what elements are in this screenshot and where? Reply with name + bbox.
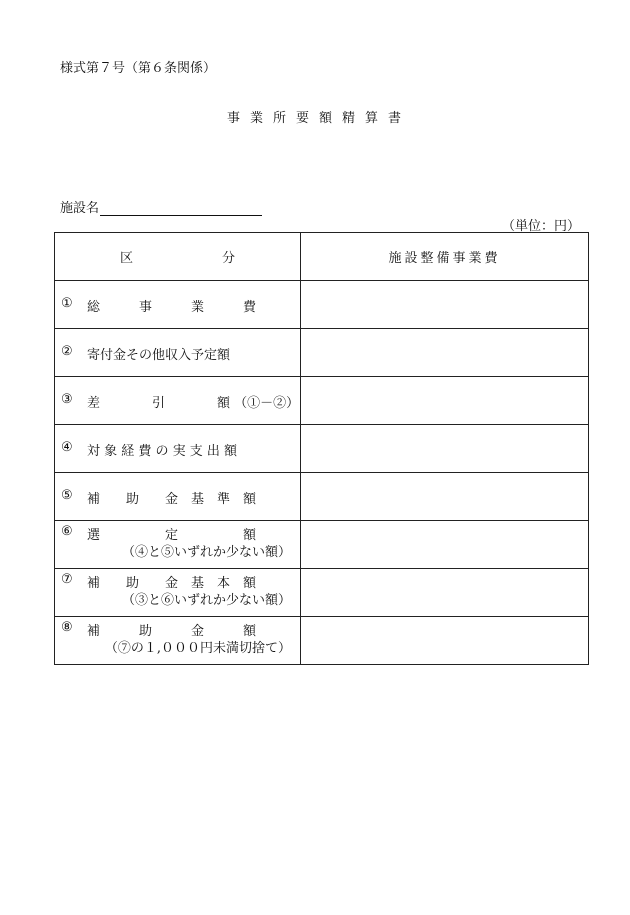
row-number: ④ xyxy=(61,440,73,455)
row-item xyxy=(55,473,300,520)
row-item xyxy=(55,425,300,472)
row-amount-cell[interactable] xyxy=(301,569,589,617)
row-label: 補 助 金 額 xyxy=(87,624,257,639)
table-row xyxy=(55,521,589,569)
table-row xyxy=(55,473,589,521)
row-category-cell xyxy=(55,329,301,377)
row-label: 補 助 金 基 準 額 xyxy=(87,492,257,507)
row-category-cell xyxy=(55,281,301,329)
row-label: 対 象 経 費 の 実 支 出 額 xyxy=(87,444,238,459)
row-number: ① xyxy=(61,296,73,311)
row-item xyxy=(55,377,300,424)
row-label: 総 事 業 費 xyxy=(87,300,257,315)
form-number: 様式第７号（第６条関係） xyxy=(60,61,217,76)
row-label: 選 定 額 xyxy=(87,528,257,543)
row-item xyxy=(55,521,300,568)
header-cost: 施設整備事業費 xyxy=(388,251,501,266)
row-amount-cell[interactable] xyxy=(301,377,589,425)
table-body xyxy=(55,281,589,665)
header-cost-cell xyxy=(301,233,589,281)
row-item xyxy=(55,329,300,376)
row-number: ⑤ xyxy=(61,488,73,503)
document-title: 事業所要額精算書 xyxy=(226,111,411,126)
row-amount-cell[interactable] xyxy=(301,425,589,473)
header-category: 区 分 xyxy=(119,251,273,266)
row-item xyxy=(55,569,300,616)
table-row xyxy=(55,569,589,617)
row-number: ⑥ xyxy=(61,524,73,539)
row-sublabel: （③と⑥いずれか少ない額） xyxy=(121,593,291,608)
header-category-cell xyxy=(55,233,301,281)
row-amount-cell[interactable] xyxy=(301,521,589,569)
settlement-table xyxy=(54,232,589,665)
row-item xyxy=(55,617,300,664)
row-category-cell xyxy=(55,425,301,473)
row-number: ② xyxy=(61,344,73,359)
row-number: ⑦ xyxy=(61,572,73,587)
table-header-row xyxy=(55,233,589,281)
table-row xyxy=(55,329,589,377)
row-item xyxy=(55,281,300,328)
row-label: 補 助 金 基 本 額 xyxy=(87,576,257,591)
row-category-cell xyxy=(55,521,301,569)
table-row xyxy=(55,617,589,665)
row-label: 寄付金その他収入予定額 xyxy=(87,348,231,363)
row-category-cell xyxy=(55,377,301,425)
row-number: ⑧ xyxy=(61,620,73,635)
facility-name-blank-line xyxy=(100,201,262,216)
table-row xyxy=(55,377,589,425)
table-row xyxy=(55,281,589,329)
row-amount-cell[interactable] xyxy=(301,473,589,521)
row-category-cell xyxy=(55,473,301,521)
row-label: 差 引 額 （①－②） xyxy=(87,396,300,411)
unit-label: （単位：円） xyxy=(501,219,580,234)
row-amount-cell[interactable] xyxy=(301,617,589,665)
row-sublabel: （⑦の１,０００円未満切捨て） xyxy=(104,641,291,656)
table-row xyxy=(55,425,589,473)
facility-name-label: 施設名 xyxy=(60,201,100,216)
row-amount-cell[interactable] xyxy=(301,329,589,377)
row-number: ③ xyxy=(61,392,73,407)
row-sublabel: （④と⑤いずれか少ない額） xyxy=(121,545,291,560)
row-amount-cell[interactable] xyxy=(301,281,589,329)
facility-name-field xyxy=(60,197,262,216)
row-category-cell xyxy=(55,617,301,665)
row-category-cell xyxy=(55,569,301,617)
